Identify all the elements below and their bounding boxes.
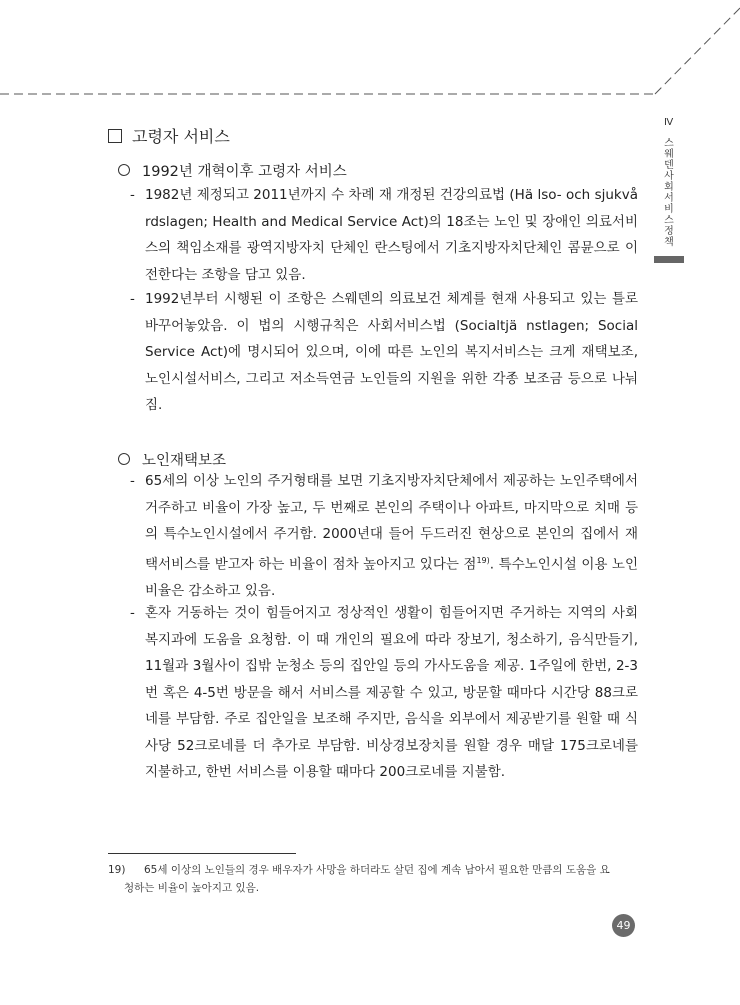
circle-bullet-icon [118,453,130,465]
list-item-text-body: 65세의 이상 노인의 주거형태를 보면 기초지방자치단체에서 제공하는 노인주택에서 거주하고 비율이 가장 높고, 두 번째로 본인의 주택이나 아파트, 마지막으로 치매 등의 특수노인시설에서 주거함. 2000년대 들어 두드러진 현상으로 본인의 집에서 재택서비스를 받고자 하는 비율이 점차 높아지고 있다는 점 [145,473,638,572]
list-item [130,600,638,786]
dash-bullet: - [130,473,135,489]
subsection-heading-text: 1992년 개혁이후 고령자 서비스 [142,164,347,180]
dash-bullet: - [130,187,135,203]
chapter-number: Ⅳ [664,117,674,128]
footnote-divider [108,853,296,854]
list-item-text [145,468,638,604]
footnote [108,861,636,897]
footnote-number: 19) [108,864,126,876]
list-item-text: 혼자 거동하는 것이 힘들어지고 정상적인 생활이 힘들어지면 주거하는 지역의 사회복지과에 도움을 요청함. 이 때 개인의 필요에 따라 장보기, 청소하기, 음식만들기, 11월과 3월사이 집밖 눈청소 등의 집안일 등의 가사도움을 제공. 1주일에 한번, 2-3번 혹은 4-5번 방문을 해서 서비스를 제공할 수 있고, 방문할 때마다 시간당 88크로네를 부담함. 주로 집안일을 보조해 주지만, 음식을 외부에서 제공받기를 원할 때 식사당 52크로네를 더 추가로 부담함. 비상경보장치를 원할 경우 매달 175크로네를 지불하고, 한번 서비스를 이용할 때마다 200크로네를 지불함. [145,605,638,780]
chapter-title: 스웨덴 사회서비스 정책 [664,138,674,248]
list-item-text: 1992년부터 시행된 이 조항은 스웨덴의 의료보건 체계를 현재 사용되고 있는 틀로 바꾸어놓았음. 이 법의 시행규칙은 사회서비스법 (Socialtjä nstlagen; Social Service Act)에 명시되어 있으며, 이에 따른 노인의 복지서비스는 크게 재택보조, 노인시설서비스, 그리고 저소득연금 노인들의 지원을 위한 각종 보조금 등으로 나눠짐. [145,291,638,413]
dash-bullet: - [130,605,135,621]
footnote-text-line2: 청하는 비율이 높아지고 있음. [124,882,260,894]
dash-bullet: - [130,291,135,307]
footnote-reference[interactable]: 19) [476,555,490,565]
chapter-tab-bar [654,256,684,263]
list-item [130,182,638,288]
section-title [108,124,230,147]
subsection-heading-2 [118,449,226,470]
section-title-text: 고령자 서비스 [132,127,230,146]
square-bullet-icon [108,129,122,143]
page-number: 49 [612,914,635,937]
list-item [130,286,638,419]
list-item [130,468,638,604]
page-frame-dashed-line [0,0,740,120]
subsection-heading-text: 노인재택보조 [142,453,227,469]
subsection-heading-1 [118,160,347,181]
list-item-text-tail: . 특수노인시설 이용 노인비율은 감소하고 있음. [145,556,638,599]
footnote-text-line1: 65세 이상의 노인들의 경우 배우자가 사망을 하더라도 살던 집에 계속 남아서 필요한 만큼의 도움을 요 [144,864,610,876]
list-item-text: 1982년 제정되고 2011년까지 수 차례 재 개정된 건강의료법 (Hä lso- och sjukvå rdslagen; Health and Medical Service Act)의 18조는 노인 및 장애인 의료서비스의 책임소재를 광역지방자치 단체인 란스팅에서 기초지방자치단체인 콤뮨으로 이전한다는 조항을 담고 있음. [145,187,638,283]
circle-bullet-icon [118,164,130,176]
